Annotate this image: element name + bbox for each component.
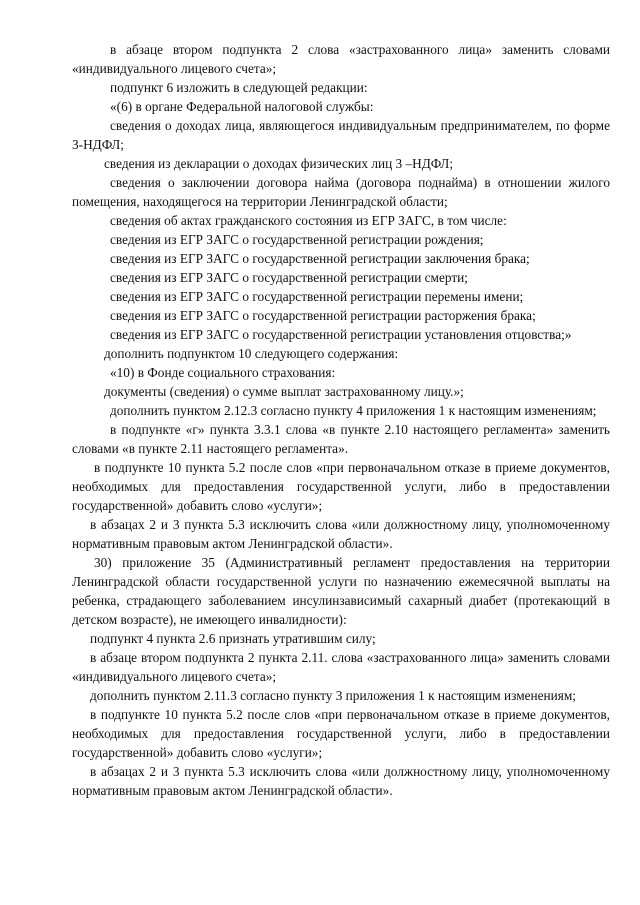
paragraph: в подпункте «г» пункта 3.3.1 слова «в пункте 2.10 настоящего регламента» заменить словами «в пункте 2.11 настоящего регламента».	[72, 422, 610, 456]
paragraph: дополнить подпунктом 10 следующего содержания:	[104, 346, 399, 361]
paragraph: сведения об актах гражданского состояния из ЕГР ЗАГС, в том числе:	[110, 213, 507, 228]
paragraph: в абзаце втором подпункта 2 слова «застрахованного лица» заменить словами «индивидуального лицевого счета»;	[72, 42, 610, 76]
paragraph: сведения из ЕГР ЗАГС о государственной регистрации перемены имени;	[110, 289, 524, 304]
paragraph: дополнить пунктом 2.12.3 согласно пункту 4 приложения 1 к настоящим изменениям;	[110, 403, 597, 418]
paragraph: сведения о заключении договора найма (договора поднайма) в отношении жилого помещения, находящегося на территории Ленинградской области;	[72, 175, 610, 209]
paragraph: в абзацах 2 и 3 пункта 5.3 исключить слова «или должностному лицу, уполномоченному нормативным правовым актом Ленинградской области».	[72, 764, 610, 798]
paragraph: дополнить пунктом 2.11.3 согласно пункту 3 приложения 1 к настоящим изменениям;	[90, 688, 576, 703]
paragraph: «(6) в органе Федеральной налоговой службы:	[110, 99, 374, 114]
paragraph: в подпункте 10 пункта 5.2 после слов «при первоначальном отказе в приеме документов, необходимых для предоставления государственной услуги, либо в предоставлении государственной» добавить слово «услуги»;	[72, 460, 610, 513]
paragraph: в абзаце втором подпункта 2 пункта 2.11. слова «застрахованного лица» заменить словами «индивидуального лицевого счета»;	[72, 650, 610, 684]
paragraph: 30) приложение 35 (Административный регламент предоставления на территории Ленинградской области государственной услуги по назначению ежемесячной выплаты на ребенка, страдающего заболеванием инсулинзависимый сахарный диабет (протекающий в детском возрасте), не имеющего инвалидности):	[72, 555, 610, 627]
paragraph: сведения из ЕГР ЗАГС о государственной регистрации смерти;	[110, 270, 468, 285]
paragraph: сведения из декларации о доходах физических лиц 3 –НДФЛ;	[104, 156, 454, 171]
paragraph: в подпункте 10 пункта 5.2 после слов «при первоначальном отказе в приеме документов, необходимых для предоставления государственной услуги, либо в предоставлении государственной» добавить слово «услуги»;	[72, 707, 610, 760]
paragraph: подпункт 6 изложить в следующей редакции:	[110, 80, 368, 95]
paragraph: сведения о доходах лица, являющегося индивидуальным предпринимателем, по форме 3-НДФЛ;	[72, 118, 610, 152]
paragraph: подпункт 4 пункта 2.6 признать утратившим силу;	[90, 631, 376, 646]
paragraph: сведения из ЕГР ЗАГС о государственной регистрации установления отцовства;»	[110, 327, 572, 342]
paragraph: сведения из ЕГР ЗАГС о государственной регистрации заключения брака;	[110, 251, 530, 266]
paragraph: в абзацах 2 и 3 пункта 5.3 исключить слова «или должностному лицу, уполномоченному нормативным правовым актом Ленинградской области».	[72, 517, 610, 551]
paragraph: сведения из ЕГР ЗАГС о государственной регистрации рождения;	[110, 232, 484, 247]
paragraph: сведения из ЕГР ЗАГС о государственной регистрации расторжения брака;	[110, 308, 536, 323]
paragraph: документы (сведения) о сумме выплат застрахованному лицу.»;	[104, 384, 464, 399]
paragraph: «10) в Фонде социального страхования:	[110, 365, 336, 380]
